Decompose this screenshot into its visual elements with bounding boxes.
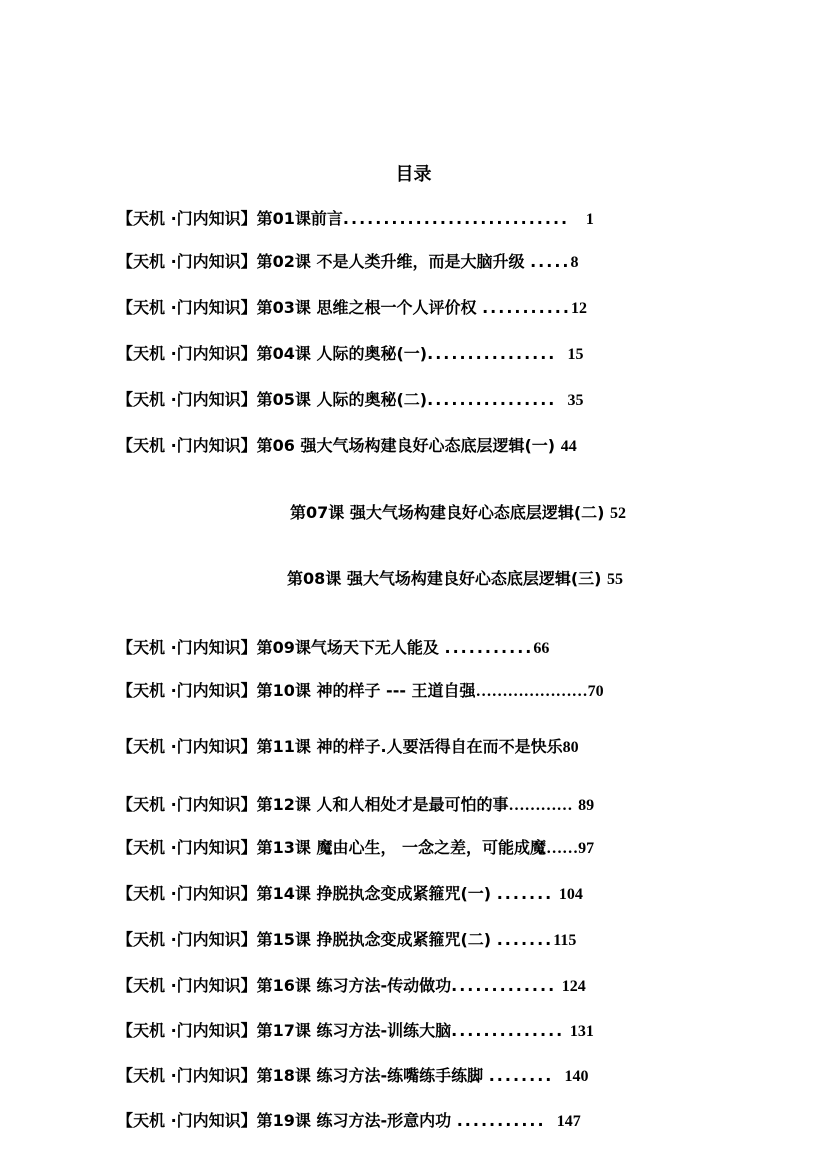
toc-entry: 第07课 强大气场构建良好心态底层逻辑(二) 52 (290, 503, 627, 522)
toc-entry: 【天机 ·门内知识】第12课 人和人相处才是最可怕的事………… 89 (117, 795, 595, 814)
toc-entry: 【天机 ·门内知识】第06 强大气场构建良好心态底层逻辑(一) 44 (117, 436, 577, 455)
toc-entry: 【天机 ·门内知识】第11课 神的样子.人要活得自在而不是快乐80 (117, 737, 579, 756)
toc-entry: 【天机 ·门内知识】第02课 不是人类升维，而是大脑升级 .....8 (117, 252, 579, 271)
toc-entry: 【天机 ·门内知识】第18课 练习方法-练嘴练手练脚 ........ 140 (117, 1066, 589, 1085)
toc-entry: 【天机 ·门内知识】第01课前言............................ 1 (117, 209, 594, 228)
toc-entry: 【天机 ·门内知识】第05课 人际的奥秘(二)................ 35 (117, 390, 584, 409)
toc-entry: 第08课 强大气场构建良好心态底层逻辑(三) 55 (287, 569, 624, 588)
toc-entry: 【天机 ·门内知识】第09课气场天下无人能及 ...........66 (117, 638, 550, 657)
toc-entry: 【天机 ·门内知识】第17课 练习方法-训练大脑.............. 131 (117, 1021, 594, 1040)
toc-entry: 【天机 ·门内知识】第16课 练习方法-传动做功............. 124 (117, 976, 586, 995)
toc-entry: 【天机 ·门内知识】第15课 挣脱执念变成紧箍咒(二) .......115 (117, 930, 577, 949)
toc-entry: 【天机 ·门内知识】第03课 思维之根一个人评价权 ...........12 (117, 298, 587, 317)
toc-entry: 【天机 ·门内知识】第19课 练习方法-形意内功 ........... 147 (117, 1111, 581, 1130)
toc-entry: 【天机 ·门内知识】第13课 魔由心生， 一念之差，可能成魔……97 (117, 838, 595, 857)
toc-entry: 【天机 ·门内知识】第14课 挣脱执念变成紧箍咒(一) ....... 104 (117, 884, 583, 903)
toc-title: 目录 (395, 164, 432, 185)
toc-entry: 【天机 ·门内知识】第10课 神的样子 --- 王道自强…………………70 (117, 681, 604, 700)
toc-entry: 【天机 ·门内知识】第04课 人际的奥秘(一)................ 15 (117, 344, 584, 363)
